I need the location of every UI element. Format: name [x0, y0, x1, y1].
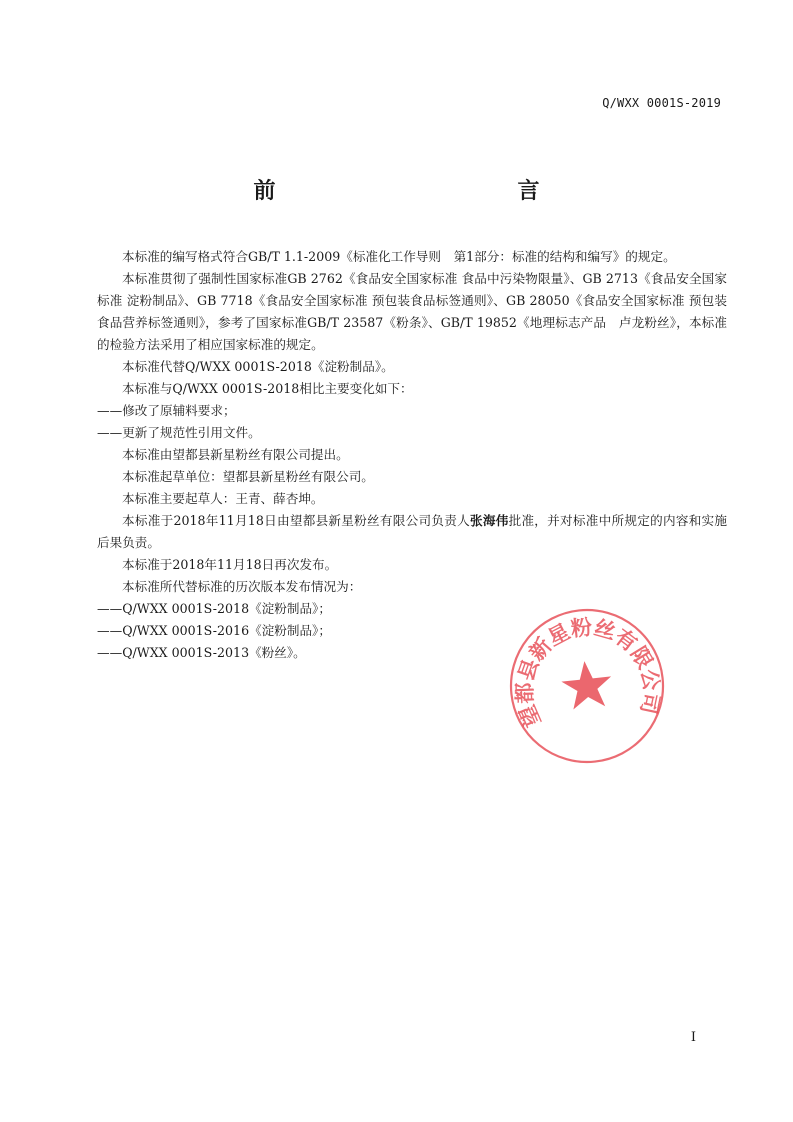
approver-name: 张海伟 — [469, 513, 509, 528]
approval-text-post: 批准，并对标准中所规定的内容和实施后果负责。 — [97, 513, 728, 550]
company-seal — [505, 604, 670, 769]
approval-text-pre: 本标准于2018年11月18日由望都县新星粉丝有限公司负责人 — [122, 513, 470, 528]
paragraph-approval — [97, 510, 727, 554]
list-item-history-3: ——Q/WXX 0001S-2013《粉丝》。 — [97, 645, 306, 660]
page-title: 前 言 — [253, 179, 606, 204]
seal-text-path: 望都县新星粉丝有限公司 — [511, 614, 665, 731]
paragraph-replaces: 本标准代替Q/WXX 0001S-2018《淀粉制品》。 — [122, 359, 394, 374]
paragraph-changes-intro: 本标准与Q/WXX 0001S-2018相比主要变化如下： — [122, 381, 413, 396]
list-item-history-1: ——Q/WXX 0001S-2018《淀粉制品》； — [97, 601, 331, 616]
paragraph-history-intro: 本标准所代替标准的历次版本发布情况为： — [122, 579, 362, 594]
page-number: I — [690, 1030, 696, 1045]
paragraph-drafting-unit: 本标准起草单位：望都县新星粉丝有限公司。 — [122, 469, 374, 484]
paragraph-drafters: 本标准主要起草人：王青、薛杏坤。 — [122, 491, 324, 506]
paragraph-proposer: 本标准由望都县新星粉丝有限公司提出。 — [122, 447, 349, 462]
paragraph-republish: 本标准于2018年11月18日再次发布。 — [122, 557, 338, 572]
paragraph-format: 本标准的编写格式符合GB/T 1.1-2009《标准化工作导则 第1部分：标准的结构和编写》的规定。 — [122, 249, 676, 264]
list-item-change-1: ——修改了原辅料要求； — [97, 403, 236, 418]
list-item-history-2: ——Q/WXX 0001S-2016《淀粉制品》； — [97, 623, 331, 638]
standard-code: Q/WXX 0001S-2019 — [602, 96, 721, 110]
foreword-body — [97, 246, 727, 664]
seal-star — [560, 659, 615, 711]
list-item-change-2: ——更新了规范性引用文件。 — [97, 425, 261, 440]
paragraph-referenced-standards: 本标准贯彻了强制性国家标准GB 2762《食品安全国家标准 食品中污染物限量》、GB 2713《食品安全国家标准 淀粉制品》、GB 7718《食品安全国家标准 预包装食品标签通则》、GB 28050《食品安全国家标准 预包装食品营养标签通则》，参考了国家标准GB/T 23587《粉条》、GB/T 19852《地理标志产品 卢龙粉丝》，本标准的检验方法采用了相应国家标准的规定。 — [97, 271, 727, 352]
